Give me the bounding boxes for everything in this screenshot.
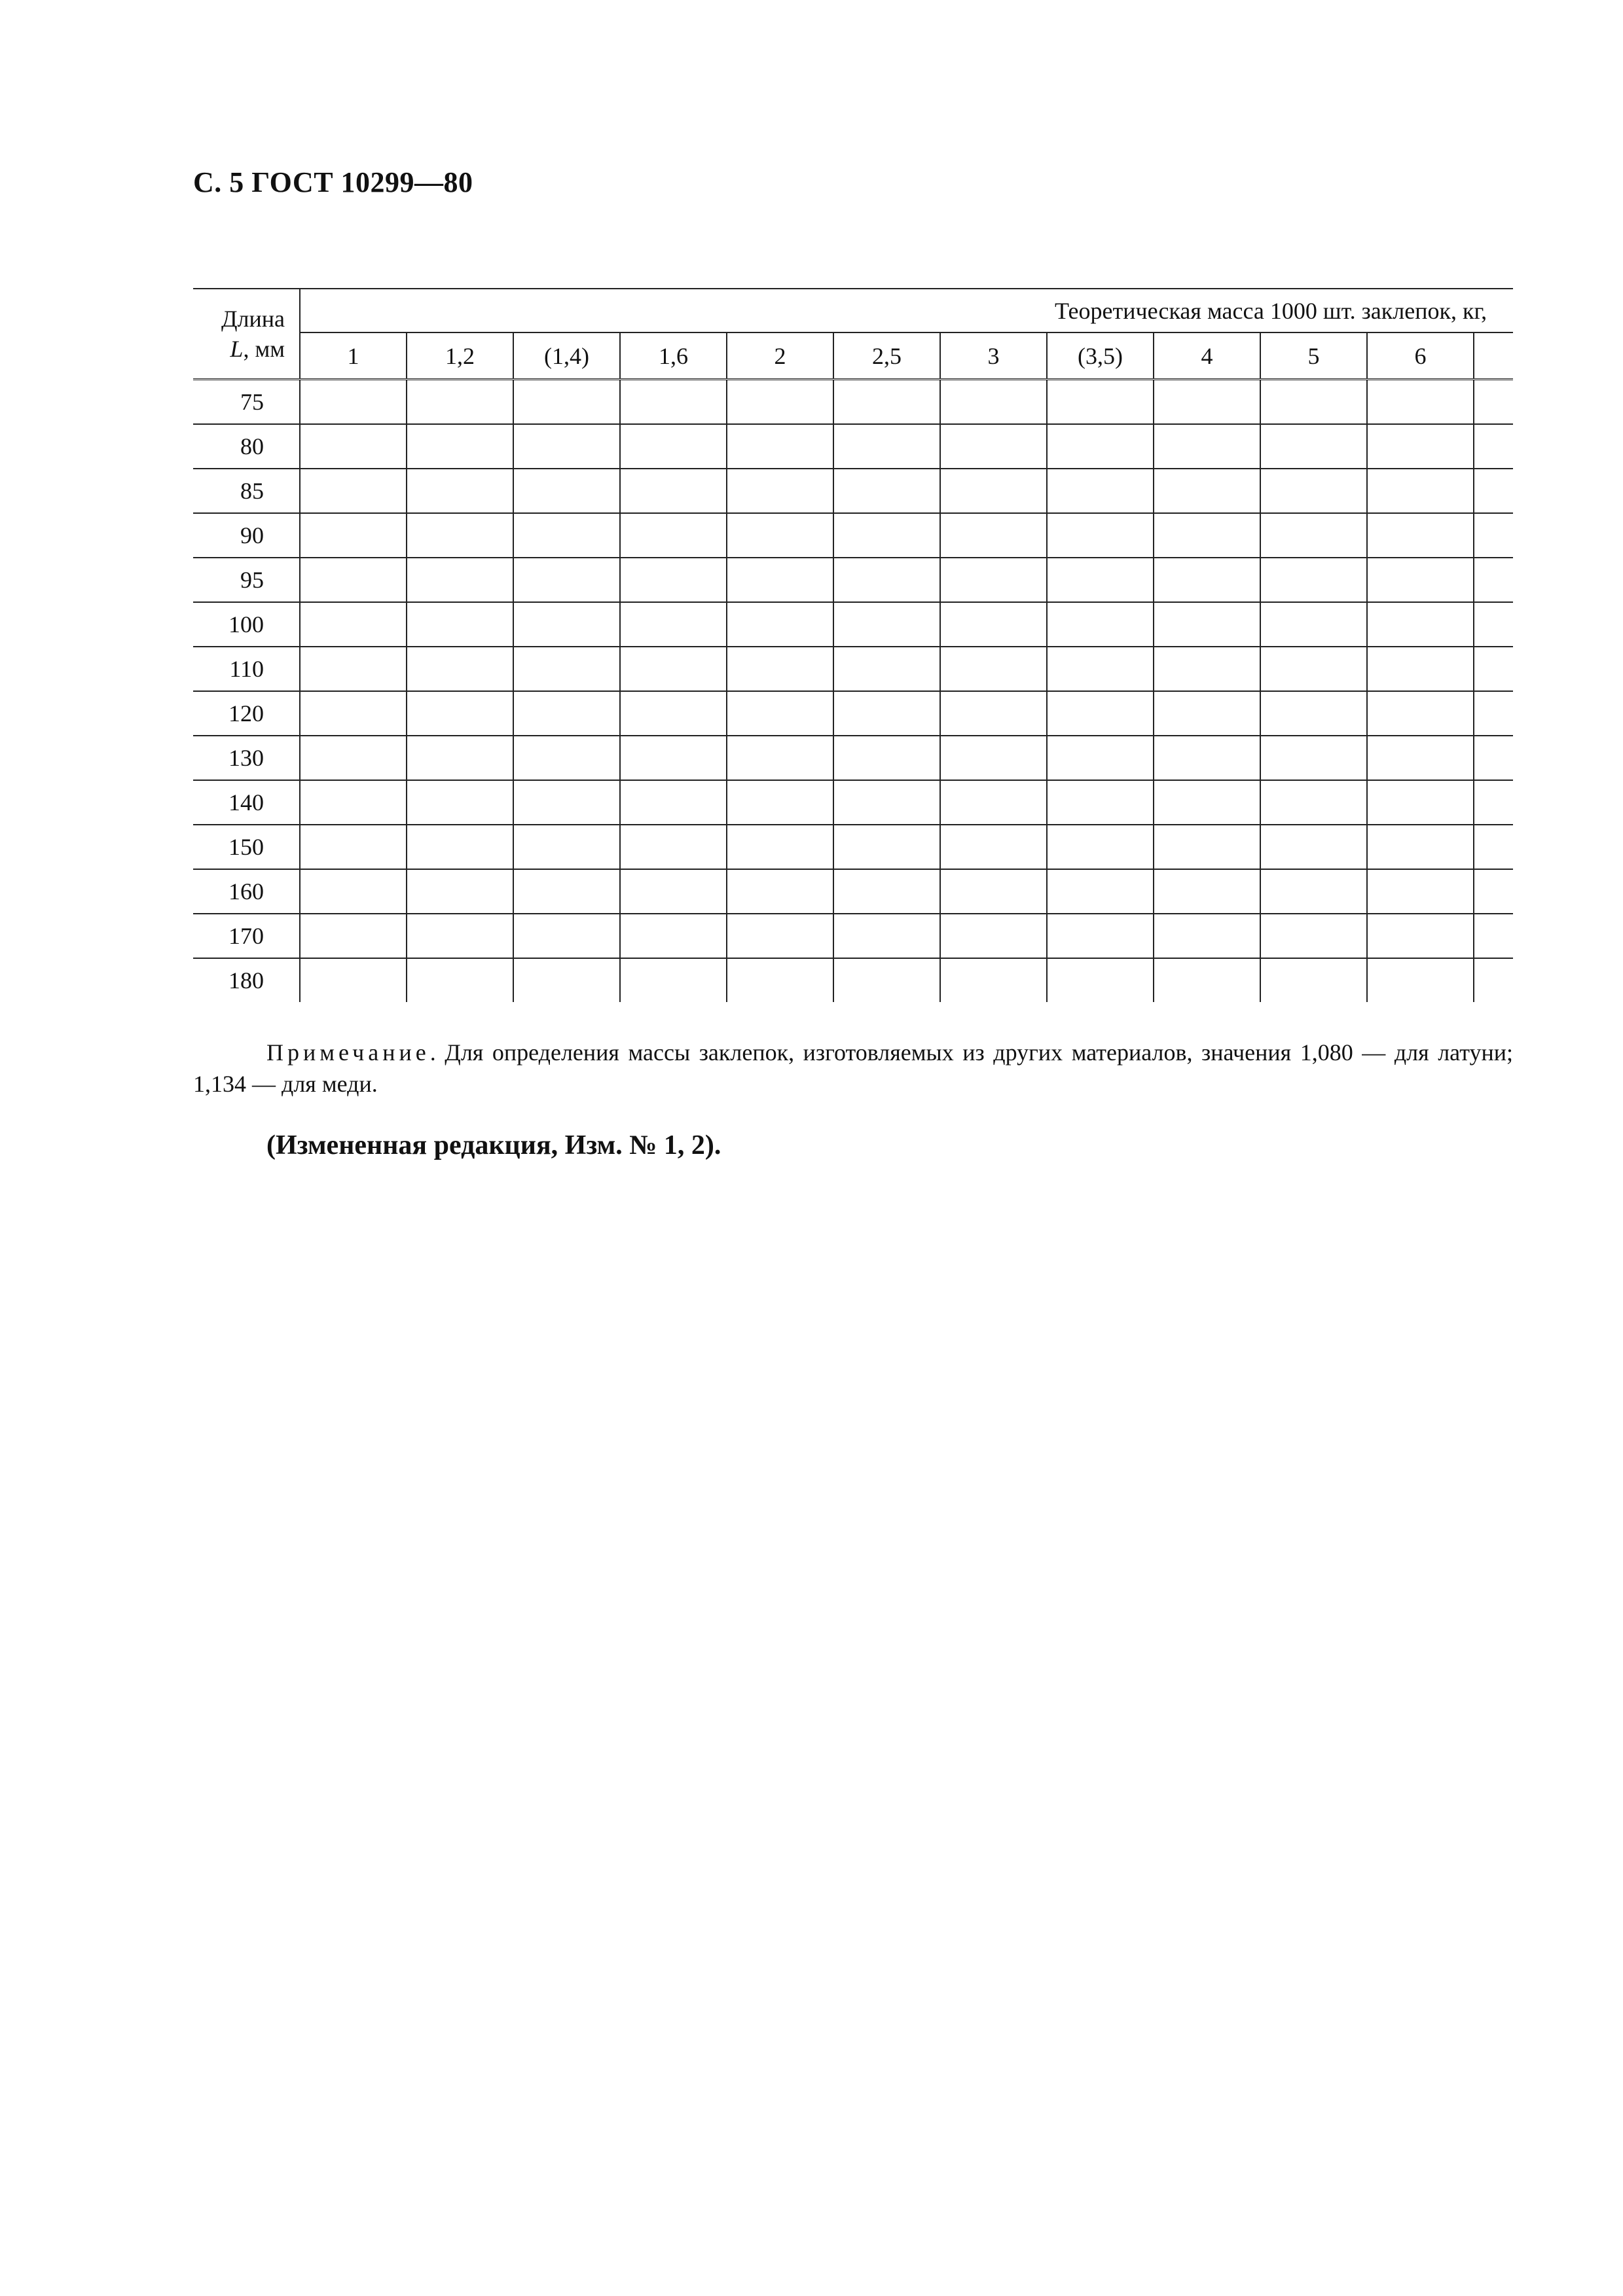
mass-cell	[727, 602, 833, 647]
mass-cell	[727, 380, 833, 425]
mass-cell	[300, 558, 407, 602]
mass-cell	[833, 513, 940, 558]
mass-cell	[1047, 469, 1154, 513]
note-label: Примечание	[266, 1039, 430, 1066]
mass-cell	[1260, 780, 1367, 825]
mass-cell	[1260, 691, 1367, 736]
length-header-unit-line	[193, 334, 285, 364]
mass-cell	[1367, 736, 1474, 780]
mass-cell	[833, 602, 940, 647]
length-cell: 95	[193, 558, 300, 602]
mass-cell	[940, 602, 1047, 647]
mass-cell	[620, 558, 727, 602]
mass-cell	[1367, 380, 1474, 425]
mass-cell	[1154, 469, 1260, 513]
table-row	[193, 424, 1513, 469]
mass-cell	[513, 736, 620, 780]
mass-cell	[1047, 647, 1154, 691]
mass-cell	[1154, 825, 1260, 869]
mass-cell	[727, 469, 833, 513]
diameter-column-header: 3	[940, 332, 1047, 380]
diameter-column-header: 1	[300, 332, 407, 380]
table-row	[193, 602, 1513, 647]
mass-cell	[1260, 958, 1367, 1002]
mass-cell	[1260, 469, 1367, 513]
mass-cell	[620, 513, 727, 558]
length-cell: 90	[193, 513, 300, 558]
mass-cell	[1260, 513, 1367, 558]
mass-cell	[407, 825, 513, 869]
mass-cell	[940, 380, 1047, 425]
mass-cell	[620, 825, 727, 869]
diameter-column-header: 2,5	[833, 332, 940, 380]
table-row	[193, 914, 1513, 958]
mass-cell	[940, 825, 1047, 869]
mass-cell	[1154, 780, 1260, 825]
continuation-cell	[1474, 825, 1513, 869]
mass-cell	[300, 869, 407, 914]
length-cell: 120	[193, 691, 300, 736]
mass-cell	[513, 958, 620, 1002]
mass-cell	[940, 647, 1047, 691]
mass-cell	[1047, 914, 1154, 958]
length-cell: 140	[193, 780, 300, 825]
mass-cell	[513, 469, 620, 513]
mass-cell	[1154, 380, 1260, 425]
continuation-cell	[1474, 914, 1513, 958]
mass-cell	[407, 691, 513, 736]
mass-cell	[940, 780, 1047, 825]
table-row	[193, 736, 1513, 780]
mass-cell	[407, 469, 513, 513]
mass-cell	[833, 424, 940, 469]
mass-cell	[1367, 602, 1474, 647]
mass-column-group-header: Теоретическая масса 1000 шт. заклепок, кг,	[300, 289, 1513, 332]
mass-cell	[1154, 513, 1260, 558]
length-cell: 75	[193, 380, 300, 425]
length-cell: 160	[193, 869, 300, 914]
mass-cell	[300, 469, 407, 513]
mass-cell	[940, 691, 1047, 736]
mass-cell	[513, 825, 620, 869]
mass-cell	[1260, 825, 1367, 869]
mass-cell	[407, 424, 513, 469]
mass-cell	[727, 914, 833, 958]
mass-cell	[727, 736, 833, 780]
diameter-column-header: 1,6	[620, 332, 727, 380]
mass-cell	[1367, 647, 1474, 691]
mass-cell	[940, 958, 1047, 1002]
mass-cell	[1154, 958, 1260, 1002]
table-row	[193, 558, 1513, 602]
length-cell: 150	[193, 825, 300, 869]
mass-cell	[1260, 558, 1367, 602]
mass-cell	[300, 380, 407, 425]
mass-cell	[833, 469, 940, 513]
mass-cell	[1260, 380, 1367, 425]
mass-cell	[1047, 380, 1154, 425]
mass-cell	[1154, 869, 1260, 914]
mass-cell	[1367, 424, 1474, 469]
continuation-cell	[1474, 736, 1513, 780]
length-cell: 170	[193, 914, 300, 958]
mass-cell	[1367, 469, 1474, 513]
mass-cell	[940, 469, 1047, 513]
change-reference: (Измененная редакция, Изм. № 1, 2).	[266, 1130, 721, 1160]
mass-cell	[1047, 958, 1154, 1002]
table-body	[193, 380, 1513, 1003]
mass-cell	[1260, 914, 1367, 958]
mass-cell	[407, 780, 513, 825]
mass-cell	[620, 380, 727, 425]
mass-cell	[407, 914, 513, 958]
mass-cell	[513, 869, 620, 914]
diameter-column-header: 1,2	[407, 332, 513, 380]
mass-cell	[513, 602, 620, 647]
mass-cell	[407, 647, 513, 691]
continuation-cell	[1474, 869, 1513, 914]
table-row	[193, 869, 1513, 914]
mass-cell	[300, 424, 407, 469]
mass-cell	[513, 647, 620, 691]
mass-cell	[513, 380, 620, 425]
mass-cell	[407, 558, 513, 602]
mass-cell	[300, 647, 407, 691]
continuation-cell	[1474, 691, 1513, 736]
mass-cell	[300, 825, 407, 869]
mass-cell	[407, 602, 513, 647]
mass-cell	[833, 558, 940, 602]
mass-cell	[1260, 869, 1367, 914]
length-cell: 180	[193, 958, 300, 1002]
mass-cell	[833, 914, 940, 958]
mass-cell	[1367, 958, 1474, 1002]
length-variable: L	[230, 336, 244, 362]
diameter-column-header: (3,5)	[1047, 332, 1154, 380]
mass-cell	[513, 691, 620, 736]
diameter-column-header: (1,4)	[513, 332, 620, 380]
mass-cell	[727, 780, 833, 825]
mass-cell	[833, 691, 940, 736]
continuation-cell	[1474, 469, 1513, 513]
mass-cell	[727, 558, 833, 602]
mass-cell	[1367, 691, 1474, 736]
mass-cell	[407, 958, 513, 1002]
continuation-cell	[1474, 602, 1513, 647]
mass-cell	[940, 558, 1047, 602]
mass-cell	[940, 424, 1047, 469]
mass-cell	[1154, 691, 1260, 736]
mass-cell	[1260, 647, 1367, 691]
length-column-header	[193, 289, 300, 380]
mass-cell	[833, 869, 940, 914]
mass-cell	[620, 602, 727, 647]
continuation-cell	[1474, 647, 1513, 691]
mass-cell	[513, 424, 620, 469]
mass-cell	[727, 424, 833, 469]
mass-cell	[1154, 914, 1260, 958]
length-cell: 110	[193, 647, 300, 691]
mass-cell	[620, 958, 727, 1002]
mass-cell	[1154, 424, 1260, 469]
mass-cell	[940, 914, 1047, 958]
mass-cell	[513, 558, 620, 602]
table-row	[193, 469, 1513, 513]
continuation-column-header	[1474, 332, 1513, 380]
mass-cell	[620, 736, 727, 780]
mass-cell	[727, 869, 833, 914]
length-cell: 85	[193, 469, 300, 513]
mass-cell	[513, 513, 620, 558]
continuation-cell	[1474, 513, 1513, 558]
mass-cell	[1260, 424, 1367, 469]
mass-table	[193, 288, 1513, 1002]
mass-cell	[300, 736, 407, 780]
mass-cell	[1154, 647, 1260, 691]
mass-cell	[1047, 869, 1154, 914]
mass-cell	[1367, 513, 1474, 558]
mass-cell	[1367, 869, 1474, 914]
mass-cell	[1260, 602, 1367, 647]
mass-cell	[1047, 602, 1154, 647]
mass-cell	[1154, 558, 1260, 602]
mass-cell	[620, 780, 727, 825]
mass-cell	[833, 780, 940, 825]
mass-cell	[727, 691, 833, 736]
mass-cell	[1154, 602, 1260, 647]
mass-cell	[727, 958, 833, 1002]
table-row	[193, 513, 1513, 558]
mass-cell	[620, 469, 727, 513]
mass-cell	[833, 380, 940, 425]
mass-cell	[1367, 914, 1474, 958]
length-cell: 100	[193, 602, 300, 647]
mass-cell	[833, 647, 940, 691]
mass-cell	[940, 869, 1047, 914]
table-row	[193, 780, 1513, 825]
mass-cell	[407, 513, 513, 558]
length-cell: 80	[193, 424, 300, 469]
mass-cell	[1260, 736, 1367, 780]
mass-cell	[620, 869, 727, 914]
mass-cell	[940, 736, 1047, 780]
length-cell: 130	[193, 736, 300, 780]
mass-cell	[833, 958, 940, 1002]
table-row	[193, 380, 1513, 425]
continuation-cell	[1474, 424, 1513, 469]
table-row	[193, 825, 1513, 869]
continuation-cell	[1474, 558, 1513, 602]
diameter-column-header: 6	[1367, 332, 1474, 380]
mass-cell	[1047, 780, 1154, 825]
mass-cell	[300, 691, 407, 736]
mass-cell	[833, 825, 940, 869]
diameter-column-header: 4	[1154, 332, 1260, 380]
mass-cell	[300, 602, 407, 647]
mass-cell	[940, 513, 1047, 558]
mass-cell	[513, 914, 620, 958]
mass-cell	[1367, 825, 1474, 869]
mass-cell	[727, 647, 833, 691]
mass-cell	[1047, 513, 1154, 558]
mass-cell	[620, 424, 727, 469]
mass-cell	[620, 691, 727, 736]
continuation-cell	[1474, 380, 1513, 425]
mass-cell	[620, 914, 727, 958]
mass-cell	[1367, 558, 1474, 602]
mass-cell	[300, 914, 407, 958]
note-text: . Для определения массы заклепок, изготовляемых из других материалов, значения 1,080 — для латуни; 1,134 — для меди.	[193, 1039, 1513, 1097]
mass-cell	[1154, 736, 1260, 780]
mass-cell	[1047, 825, 1154, 869]
length-unit: , мм	[243, 336, 285, 362]
mass-cell	[1047, 736, 1154, 780]
mass-cell	[300, 780, 407, 825]
mass-cell	[300, 958, 407, 1002]
mass-cell	[1047, 691, 1154, 736]
mass-cell	[727, 825, 833, 869]
diameter-column-header: 5	[1260, 332, 1367, 380]
table-row	[193, 647, 1513, 691]
length-header-label: Длина	[221, 306, 285, 332]
mass-cell	[1047, 424, 1154, 469]
continuation-cell	[1474, 958, 1513, 1002]
table-row	[193, 691, 1513, 736]
mass-cell	[513, 780, 620, 825]
page-title: С. 5 ГОСТ 10299—80	[193, 166, 473, 198]
diameter-column-header: 2	[727, 332, 833, 380]
continuation-cell	[1474, 780, 1513, 825]
table-row	[193, 958, 1513, 1002]
mass-cell	[727, 513, 833, 558]
mass-cell	[407, 380, 513, 425]
mass-cell	[1047, 558, 1154, 602]
mass-cell	[620, 647, 727, 691]
diameter-header-row	[193, 332, 1513, 380]
mass-cell	[1367, 780, 1474, 825]
mass-cell	[407, 869, 513, 914]
mass-cell	[300, 513, 407, 558]
mass-cell	[407, 736, 513, 780]
note	[193, 1037, 1513, 1100]
mass-cell	[833, 736, 940, 780]
